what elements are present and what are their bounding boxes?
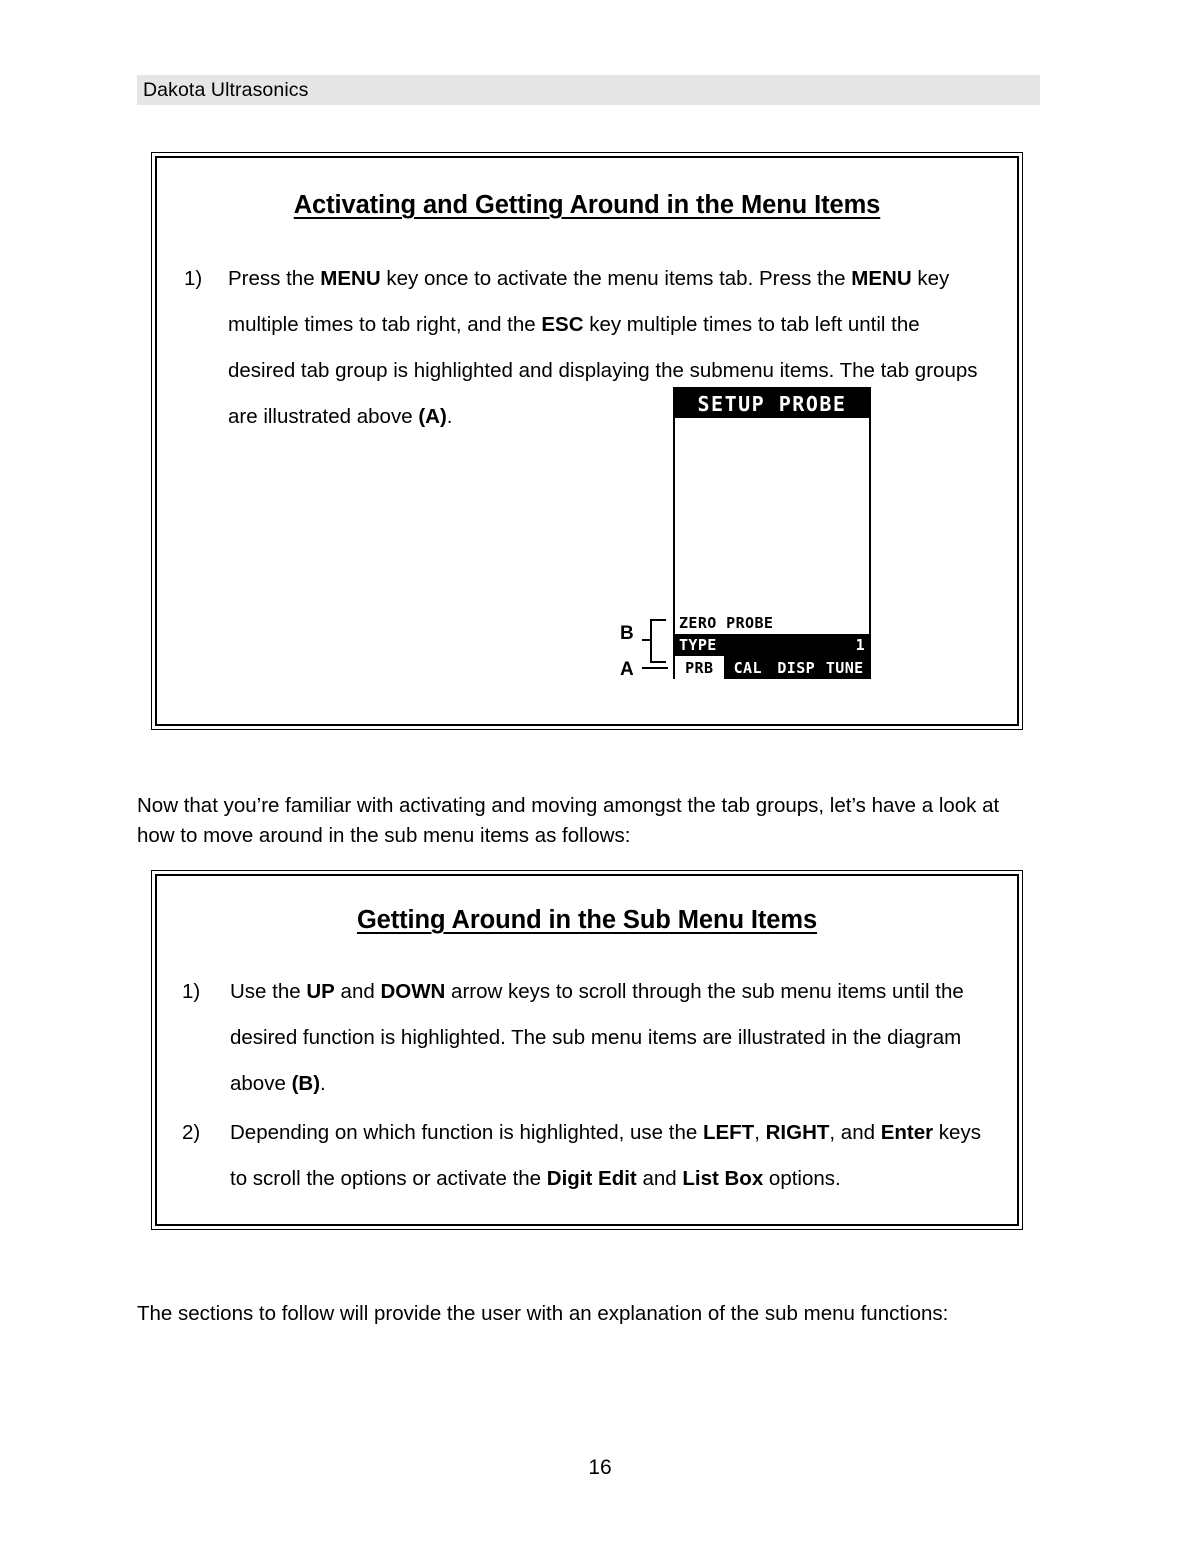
lcd-submenu-row-type[interactable]: [675, 634, 869, 656]
page-running-header: [137, 75, 1040, 105]
paragraph-sections-to-follow: The sections to follow will provide the user with an explanation of the sub menu functions:: [137, 1301, 949, 1325]
menu-items-step-list: [174, 256, 992, 440]
annotation-bracket-b: [650, 619, 666, 663]
callout-title-text: Getting Around in the Sub Menu Items: [356, 906, 818, 934]
paragraph-familiar: Now that you’re familiar with activating and moving amongst the tab groups, let’s have a look at how to move around in the sub menu items as follows:: [137, 793, 1000, 847]
annotation-leader-a: [642, 667, 668, 669]
list-item-number: 1): [184, 267, 203, 290]
lcd-waveform-area: [675, 418, 869, 612]
list-item-text: Use the UP and DOWN arrow keys to scroll through the sub menu items until the desired function is highlighted. The sub menu items are illustrated in the diagram above (B).: [230, 980, 964, 1095]
annotation-label-b: B: [620, 623, 634, 644]
list-item: [174, 256, 992, 440]
lcd-submenu-list: [675, 612, 869, 656]
list-item-number: 1): [182, 980, 201, 1003]
callout-getting-around-sub-menu: [151, 870, 1023, 1230]
lcd-title-text: SETUP PROBE: [697, 391, 847, 416]
sub-menu-step-list: [172, 969, 986, 1202]
callout-title-activating: [158, 191, 1016, 220]
lcd-tab-prb[interactable]: PRB: [675, 656, 724, 679]
lcd-submenu-row-label: ZERO PROBE: [679, 614, 774, 632]
lcd-tab-tune[interactable]: TUNE: [821, 656, 870, 679]
list-item-text: Press the MENU key once to activate the menu items tab. Press the MENU key multiple times to tab right, and the ESC key multiple times to tab left until the desired tab group is highlighted and displaying the submenu items. The tab groups are illustrated above (A).: [228, 267, 978, 428]
lcd-submenu-row-label: TYPE: [679, 636, 717, 654]
page-header-title: Dakota Ultrasonics: [143, 78, 309, 101]
annotation-label-a: A: [620, 659, 634, 680]
page-number: 16: [588, 1456, 612, 1479]
lcd-submenu-row-zero-probe[interactable]: [675, 612, 869, 634]
annotation-tick-b: [642, 639, 651, 641]
callout-body: [158, 159, 1016, 723]
lcd-tab-disp[interactable]: DISP: [772, 656, 821, 679]
callout-title-sub-menu: [158, 906, 1016, 935]
lcd-tab-bar: [675, 656, 869, 679]
list-item-text: Depending on which function is highlighted, use the LEFT, RIGHT, and Enter keys to scroll the options or activate the Digit Edit and List Box options.: [230, 1121, 981, 1190]
list-item: [172, 969, 986, 1107]
callout-body: [158, 877, 1016, 1223]
list-item: [172, 1110, 986, 1202]
callout-title-text: Activating and Getting Around in the Menu Items: [293, 191, 881, 219]
callout-activating-menu-items: [151, 152, 1023, 730]
lcd-submenu-row-value: 1: [855, 636, 865, 654]
list-item-number: 2): [182, 1121, 201, 1144]
lcd-tab-cal[interactable]: CAL: [724, 656, 773, 679]
